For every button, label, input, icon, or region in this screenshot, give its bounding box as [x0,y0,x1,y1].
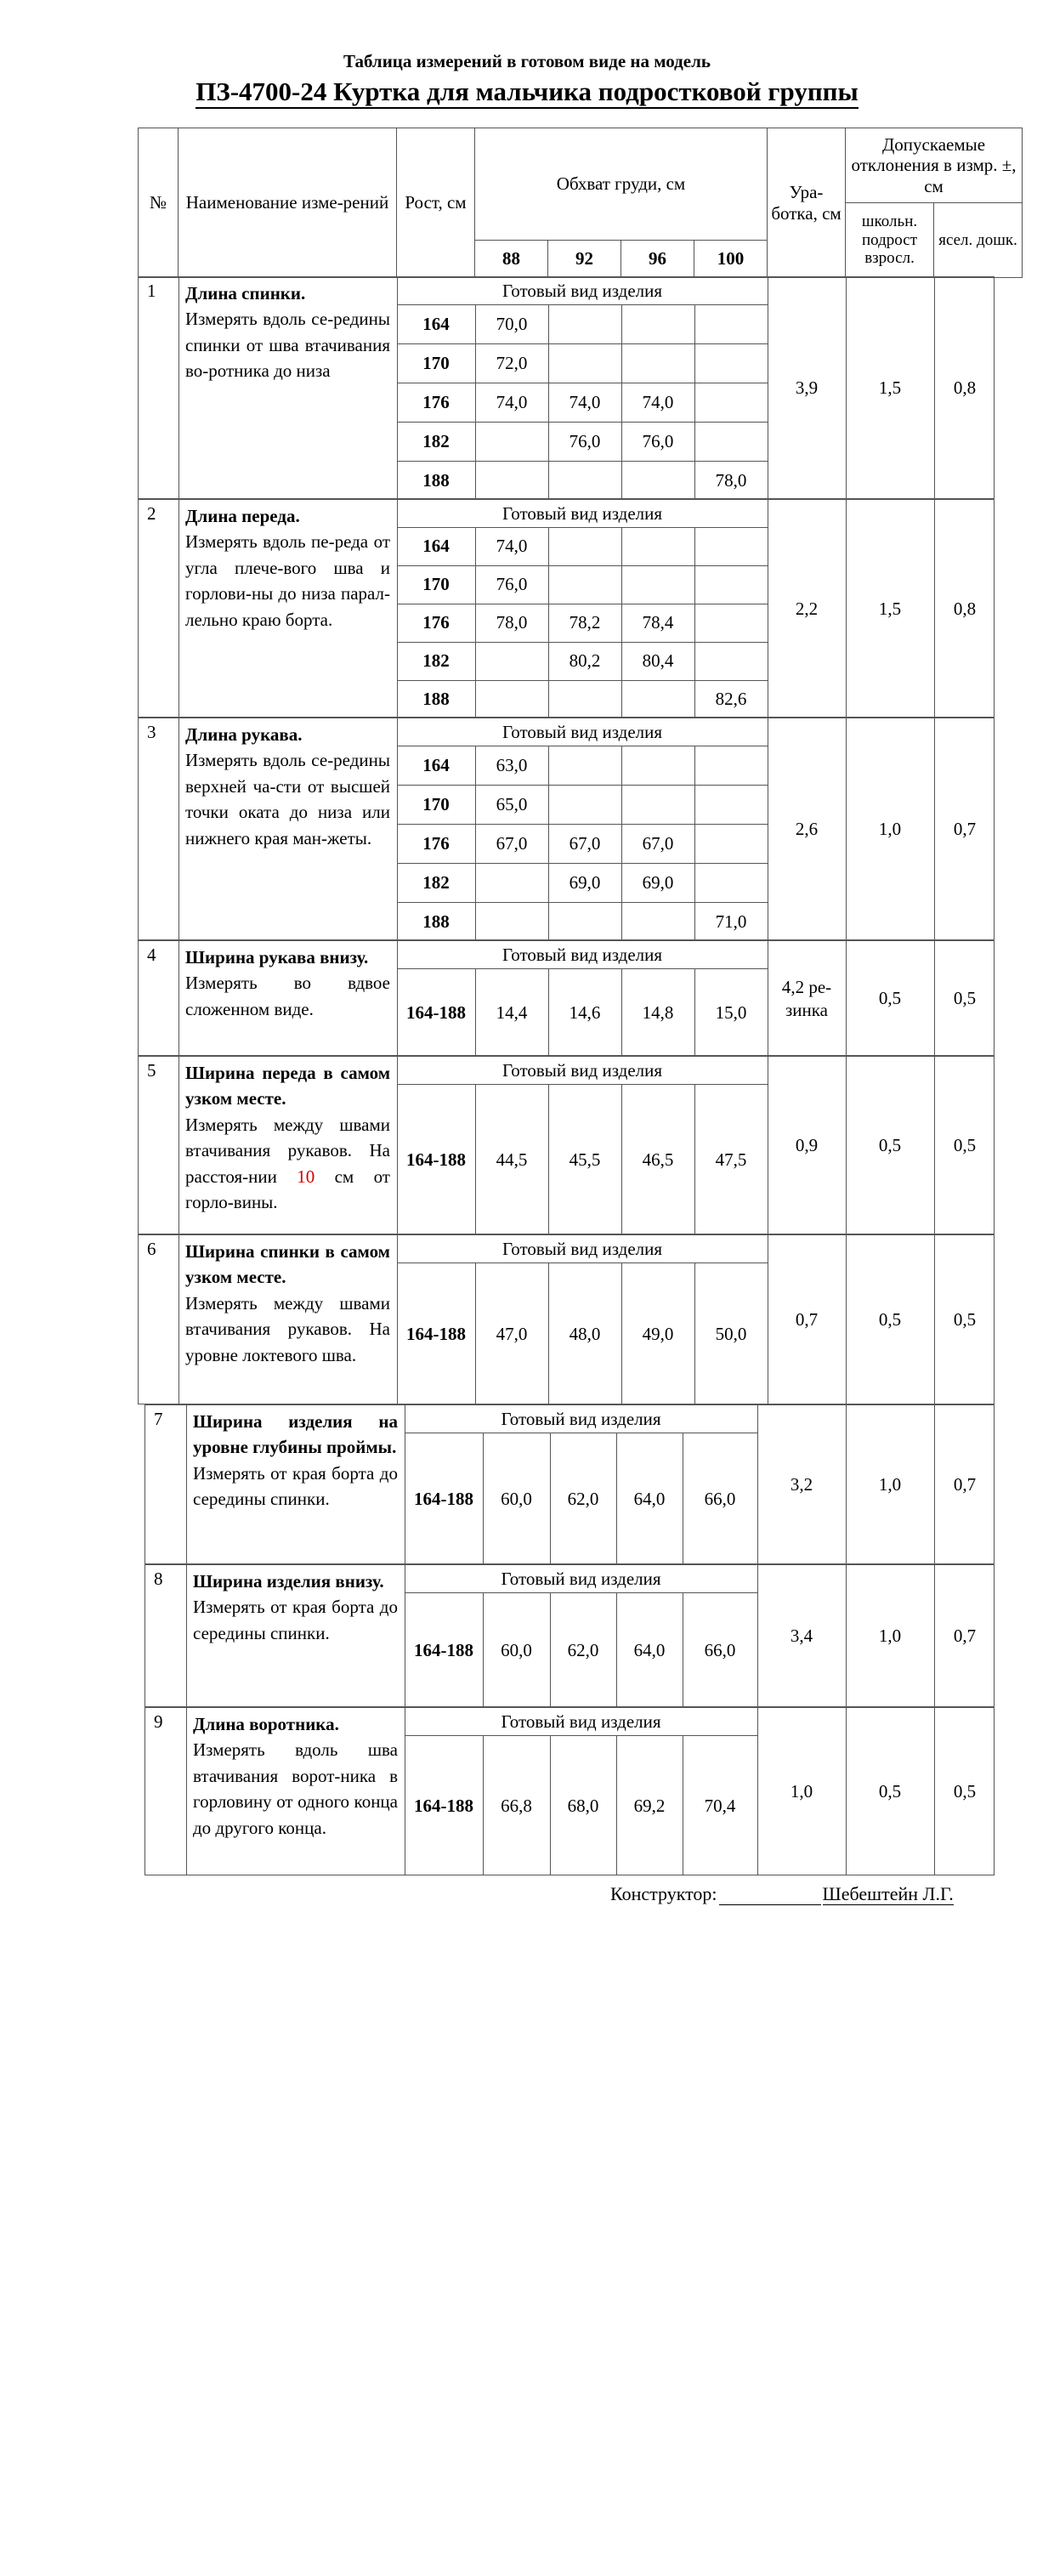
tolerance-kinder-value: 0,7 [953,1626,977,1647]
value-cell [548,785,621,824]
measurement-number: 5 [147,1060,156,1081]
value-cell [621,902,694,941]
tolerance-school-value: 1,5 [878,377,902,399]
height-cell: 176 [422,391,450,412]
header-size-100: 100 [694,241,768,278]
value-cell: 48,0 [569,1323,601,1344]
value-cell: 78,4 [642,612,674,633]
value-cell [694,824,768,863]
value-cell [621,527,694,565]
value-cell: 78,0 [496,612,528,633]
height-cell: 170 [422,574,450,594]
height-cell: 188 [422,911,450,932]
measurement-block-7 [144,1404,994,1564]
height-cell: 182 [422,430,450,451]
value-cell: 67,0 [496,832,528,854]
value-cell [694,604,768,642]
tolerance-school-value: 1,0 [878,1474,902,1495]
header-tol-school: школьн. подрост взросл. [846,203,934,278]
value-cell: 76,0 [496,574,528,594]
value-cell: 45,5 [569,1149,601,1170]
finished-label: Готовый вид изделия [502,502,663,524]
value-cell [694,642,768,680]
value-cell [694,746,768,785]
value-cell: 80,4 [642,650,674,671]
value-cell: 69,0 [569,871,601,893]
header-num: № [139,128,178,278]
allowance-value: 2,6 [795,819,819,840]
header-tolerance: Допускаемые отклонения в измр. ±, см [846,128,1023,203]
value-cell: 44,5 [496,1149,528,1170]
tolerance-kinder-value: 0,5 [953,1781,977,1802]
tolerance-kinder-value: 0,5 [953,988,977,1009]
measurement-description [193,1569,398,1646]
value-cell: 67,0 [642,832,674,854]
tolerance-kinder-value: 0,7 [953,1474,977,1495]
value-cell [694,304,768,343]
tolerance-school-value: 0,5 [878,1135,902,1156]
tolerance-kinder-value: 0,8 [953,598,977,619]
value-cell: 14,6 [569,1001,601,1023]
allowance-value: 3,4 [790,1626,813,1647]
height-cell: 182 [422,871,450,893]
measurement-description [185,281,390,384]
measurement-description [185,722,390,851]
value-cell [621,785,694,824]
measurement-title: Ширина спинки в самом узком месте. [185,1241,390,1288]
value-cell: 49,0 [642,1323,674,1344]
value-cell: 67,0 [569,832,601,854]
header-allowance: Ура-ботка, см [768,128,846,278]
measurement-block-4 [138,940,994,1056]
value-cell: 74,0 [642,391,674,412]
grid-line [178,941,179,1055]
header-chest: Обхват груди, см [475,128,768,241]
value-cell [694,527,768,565]
measurement-instruction: Измерять между швами втачивания рукавов. На уровне локтевого шва. [185,1292,390,1365]
value-cell: 14,8 [642,1001,674,1023]
value-cell: 63,0 [496,754,528,775]
value-cell: 70,4 [704,1795,736,1816]
value-cell: 68,0 [567,1795,599,1816]
grid-line [178,1235,179,1404]
value-cell [475,902,548,941]
value-cell: 66,0 [704,1639,736,1660]
tolerance-kinder-value: 0,8 [953,377,977,399]
height-cell: 164-188 [414,1639,473,1660]
measurement-description [185,1060,390,1216]
signature [610,1883,954,1905]
tolerance-school-value: 1,5 [878,598,902,619]
measurement-instruction: Измерять вдоль се-редины спинки от шва втачивания во-ротника до низа [185,309,390,382]
measurement-number: 8 [154,1569,163,1589]
grid-line [186,1565,187,1706]
value-cell: 65,0 [496,793,528,814]
allowance-value: 3,2 [790,1474,813,1495]
measurement-instruction: Измерять вдоль шва втачивания ворот-ника в горловину от одного конца до другого конца. [193,1739,398,1838]
height-cell: 170 [422,352,450,373]
value-cell: 46,5 [642,1149,674,1170]
measurement-title: Длина воротника. [193,1714,339,1734]
tolerance-school-value: 0,5 [878,988,902,1009]
measurement-instruction: Измерять вдоль се-редины верхней ча-сти от высшей точки оката до низа или нижнего края ман-жеты. [185,750,390,848]
measurement-instruction: Измерять во вдвое сложенном виде. [185,973,390,1019]
tolerance-kinder-value: 0,7 [953,819,977,840]
measurement-number: 3 [147,722,156,742]
value-cell: 15,0 [715,1001,747,1023]
value-cell: 76,0 [569,430,601,451]
height-cell: 164-188 [414,1488,473,1509]
value-cell [475,422,548,461]
measurement-title: Длина переда. [185,506,300,526]
measurement-number: 7 [154,1409,163,1429]
height-cell: 188 [422,689,450,709]
value-cell: 71,0 [715,911,747,932]
allowance-value: 0,7 [795,1309,819,1331]
measurement-title: Ширина переда в самом узком месте. [185,1063,390,1109]
value-cell: 66,8 [501,1795,532,1816]
value-cell [621,680,694,718]
height-cell: 170 [422,793,450,814]
value-cell: 80,2 [569,650,601,671]
height-cell: 164 [422,313,450,334]
value-cell [548,746,621,785]
value-cell: 62,0 [567,1488,599,1509]
measurement-block-5 [138,1056,994,1234]
value-cell [621,565,694,604]
height-cell: 176 [422,832,450,854]
value-cell [475,461,548,500]
measurement-description [193,1409,398,1512]
value-cell [475,642,548,680]
measurement-description [185,503,390,633]
grid-line [186,1405,187,1563]
value-cell [548,461,621,500]
allowance-value: 0,9 [795,1135,819,1156]
value-cell: 60,0 [501,1488,532,1509]
height-cell: 188 [422,469,450,491]
measurement-number: 2 [147,503,156,524]
signature-label: Конструктор: [610,1883,717,1904]
measurement-title: Длина спинки. [185,283,306,304]
measurement-title: Ширина рукава внизу. [185,947,369,967]
measurement-number: 9 [154,1711,163,1732]
document-subtitle: ПЗ-4700-24 Куртка для мальчика подростковой группы [0,77,1054,107]
height-cell: 164 [422,754,450,775]
value-cell: 64,0 [633,1639,666,1660]
value-cell: 47,0 [496,1323,528,1344]
value-cell: 76,0 [642,430,674,451]
value-cell [694,422,768,461]
measurement-title: Ширина изделия на уровне глубины проймы. [193,1411,398,1458]
tolerance-school-value: 1,0 [878,1626,902,1647]
height-cell: 164-188 [406,1149,466,1170]
height-cell: 164-188 [414,1795,473,1816]
value-cell [548,527,621,565]
finished-label: Готовый вид изделия [502,1238,663,1259]
finished-label: Готовый вид изделия [502,944,663,965]
value-cell [621,461,694,500]
value-cell: 62,0 [567,1639,599,1660]
value-cell [621,343,694,383]
measurement-instruction: Измерять от края борта до середины спинки. [193,1462,398,1510]
grid-line [178,1057,179,1234]
value-cell [694,343,768,383]
tolerance-school-value: 0,5 [878,1781,902,1802]
value-cell: 72,0 [496,352,528,373]
measurement-block-8 [144,1564,994,1707]
table-header [138,128,1023,278]
finished-label: Готовый вид изделия [502,280,663,301]
measurement-instruction: Измерять от края борта до середины спинки. [193,1597,398,1643]
measurement-block-2 [138,499,994,718]
measurement-instruction: Измерять вдоль пе-реда от угла плече-вого шва и горлови-ны до низа парал-лельно краю борта. [185,531,390,630]
value-cell: 74,0 [496,391,528,412]
grid-line [178,277,179,498]
value-cell: 78,0 [715,469,747,491]
height-cell: 164-188 [406,1323,466,1344]
document-title: Таблица измерений в готовом виде на модель [343,51,711,71]
measurement-title: Ширина изделия внизу. [193,1571,384,1592]
header-name: Наименование изме-рений [178,128,397,278]
value-cell: 69,0 [642,871,674,893]
value-cell [475,863,548,902]
value-cell [548,902,621,941]
measurement-number: 1 [147,281,156,301]
measurement-description [185,945,390,1022]
header-size-96: 96 [621,241,694,278]
value-cell: 78,2 [569,612,601,633]
value-cell: 66,0 [704,1488,736,1509]
finished-label: Готовый вид изделия [501,1408,661,1429]
finished-label: Готовый вид изделия [502,721,663,742]
allowance-value: 3,9 [795,377,819,399]
value-cell [548,680,621,718]
value-cell [548,304,621,343]
value-cell: 14,4 [496,1001,528,1023]
allowance-value: 2,2 [795,598,819,619]
allowance-value: 4,2 ре-зинка [781,976,832,1020]
value-cell: 70,0 [496,313,528,334]
height-cell: 182 [422,650,450,671]
measurement-description [185,1239,390,1368]
value-cell: 69,2 [633,1795,666,1816]
grid-line [186,1708,187,1875]
header-size-92: 92 [548,241,621,278]
value-cell: 64,0 [633,1488,666,1509]
grid-line [178,718,179,939]
finished-label: Готовый вид изделия [501,1711,661,1732]
finished-label: Готовый вид изделия [502,1059,663,1081]
height-cell: 176 [422,612,450,633]
value-cell [621,746,694,785]
grid-line [178,500,179,717]
measurement-number: 4 [147,945,156,965]
tolerance-school-value: 1,0 [878,819,902,840]
header-tol-kinder: ясел. дошк. [934,203,1023,278]
measurement-number: 6 [147,1239,156,1259]
measurement-title: Длина рукава. [185,724,303,745]
value-cell: 50,0 [715,1323,747,1344]
value-cell: 82,6 [715,689,747,709]
value-cell: 74,0 [496,536,528,556]
value-cell [694,863,768,902]
value-cell: 47,5 [715,1149,747,1170]
measurement-description [193,1711,398,1841]
value-cell [694,565,768,604]
measurement-block-3 [138,718,994,940]
value-cell: 60,0 [501,1639,532,1660]
tolerance-school-value: 0,5 [878,1309,902,1331]
value-cell: 74,0 [569,391,601,412]
value-cell [548,343,621,383]
measurement-instruction: Измерять между швами втачивания рукавов. На расстоя-нии 10 см от горло-вины. [185,1114,390,1213]
value-cell [694,383,768,422]
signature-name: Шебештейн Л.Г. [822,1883,954,1904]
finished-label: Готовый вид изделия [501,1568,661,1589]
header-size-88: 88 [475,241,548,278]
measurement-block-1 [138,276,994,499]
value-cell [694,785,768,824]
measurement-block-9 [144,1707,994,1875]
tolerance-kinder-value: 0,5 [953,1309,977,1331]
value-cell [548,565,621,604]
measurement-block-6 [138,1234,994,1404]
value-cell [621,304,694,343]
height-cell: 164 [422,536,450,556]
allowance-value: 1,0 [790,1781,813,1802]
header-height: Рост, см [397,128,475,278]
height-cell: 164-188 [406,1001,466,1023]
tolerance-kinder-value: 0,5 [953,1135,977,1156]
value-cell [475,680,548,718]
